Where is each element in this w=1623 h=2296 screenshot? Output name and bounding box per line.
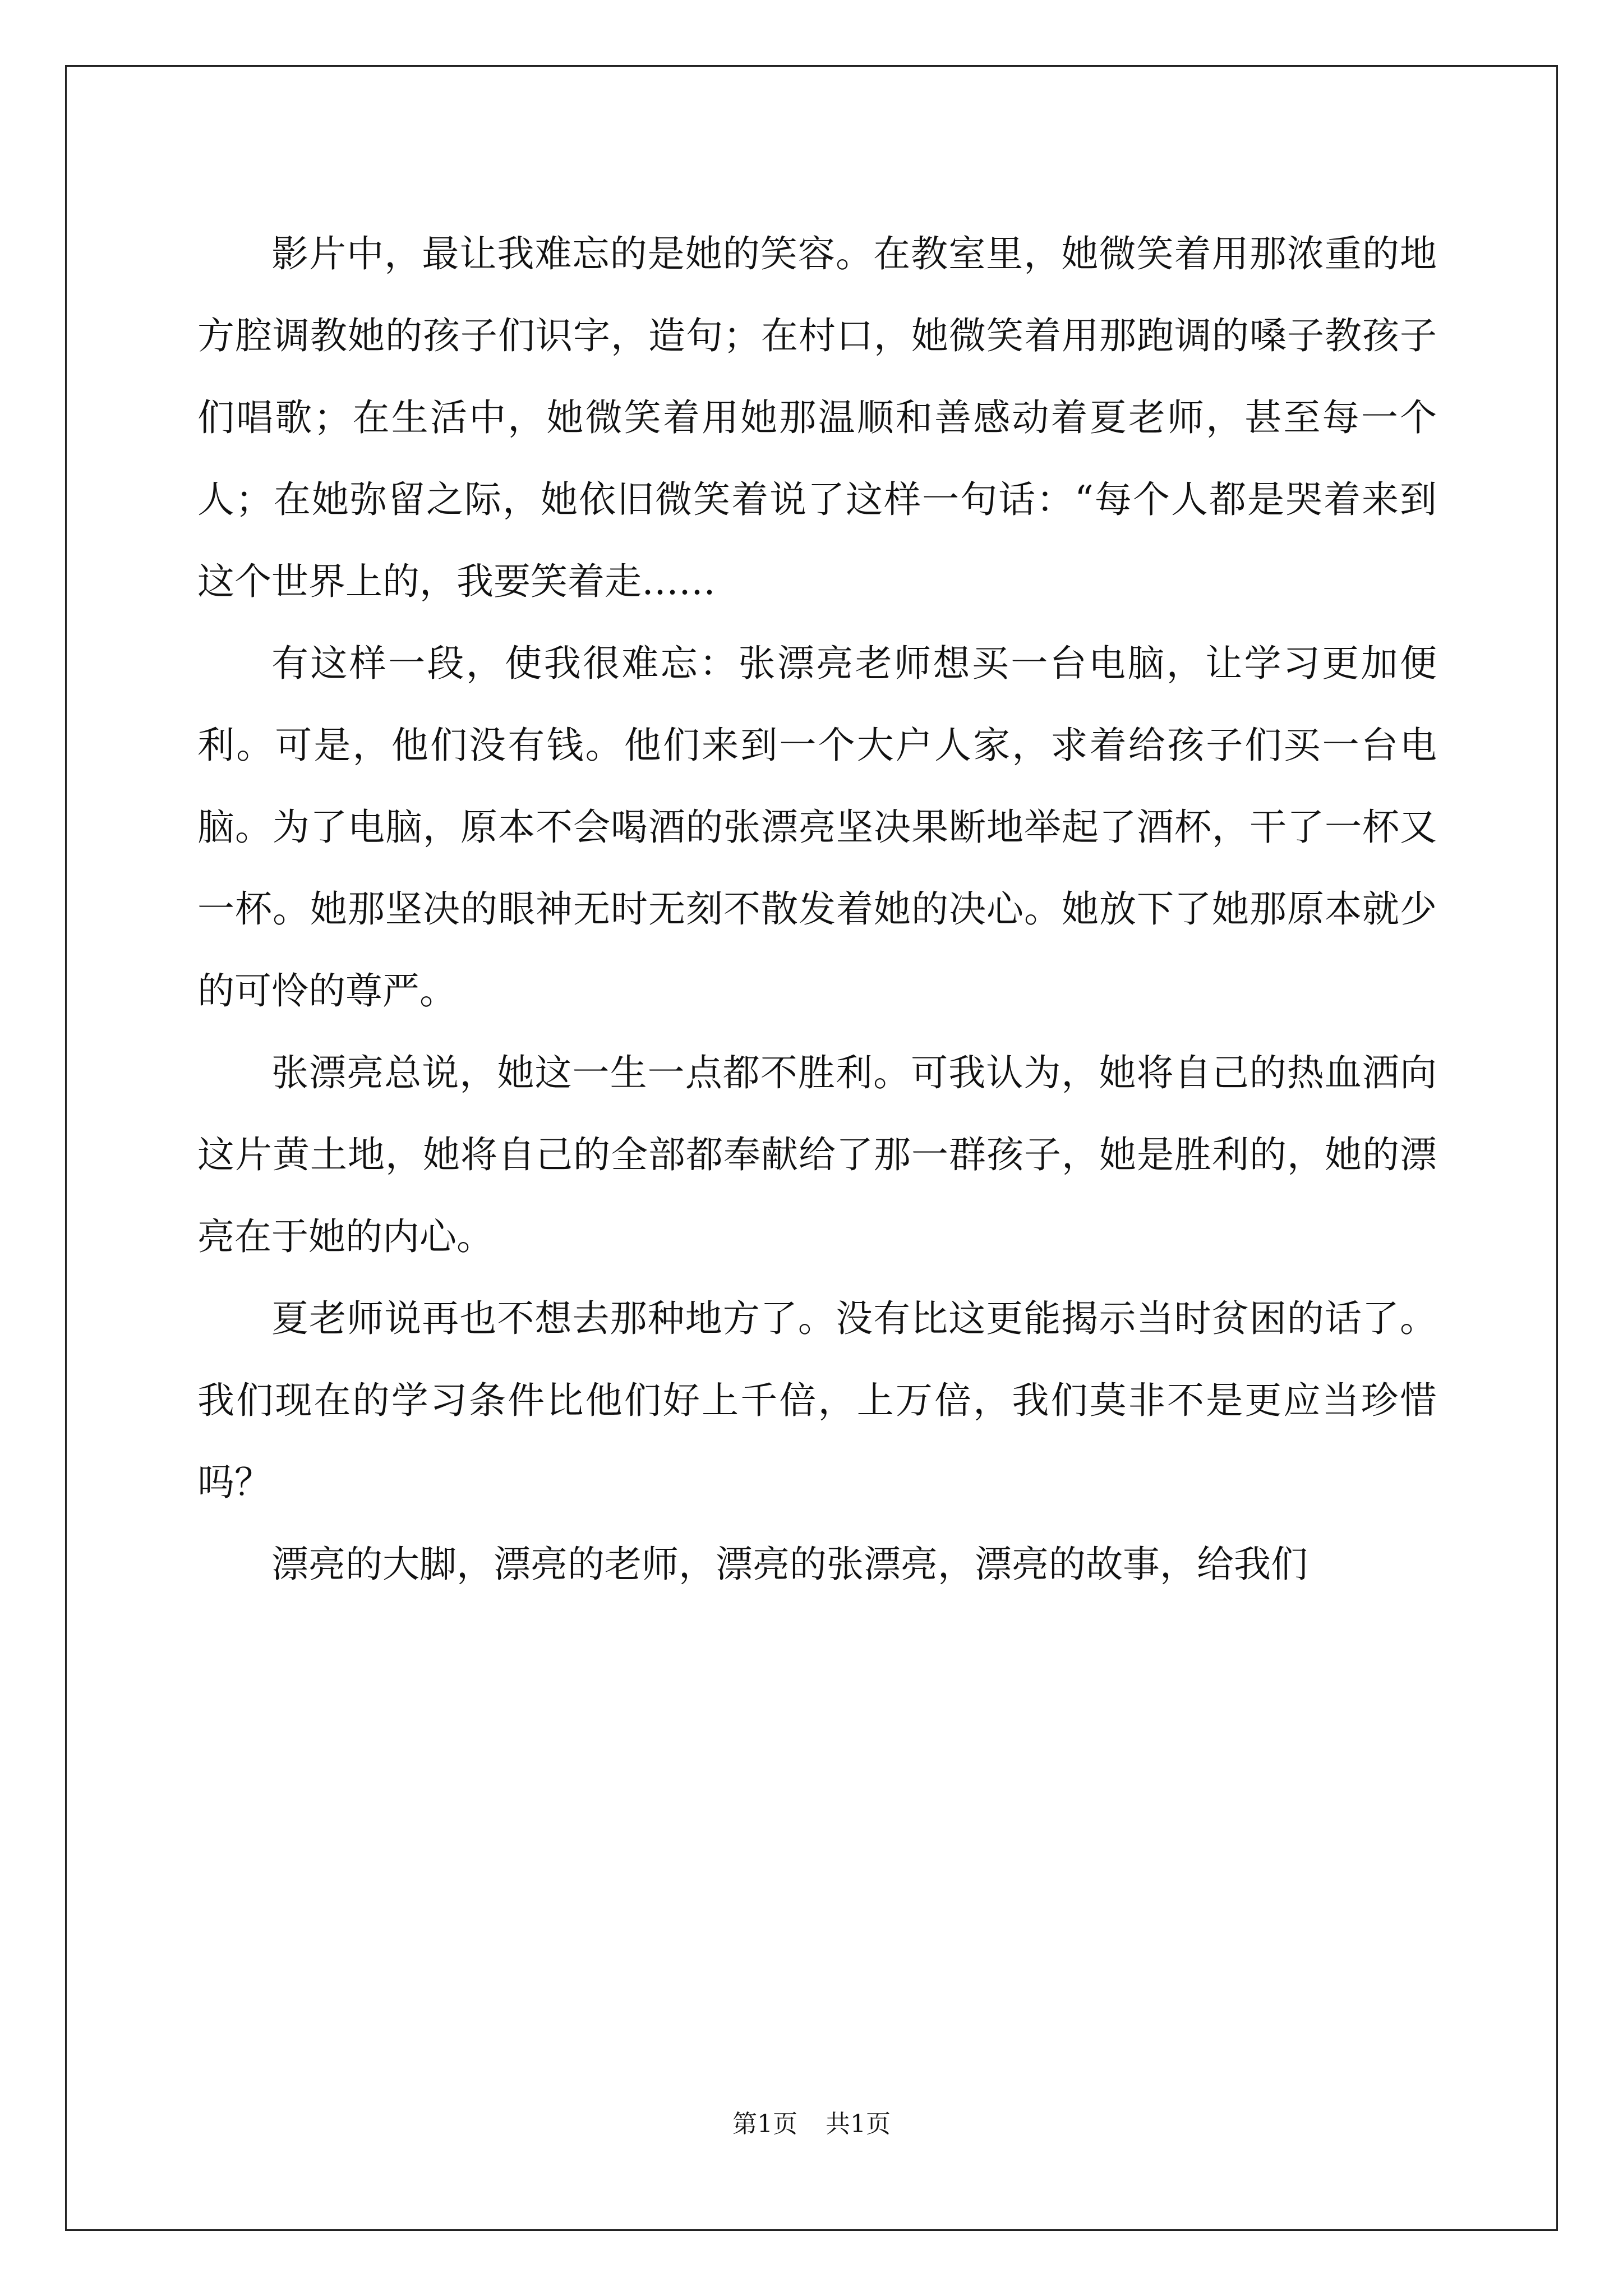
page-number-total: 共1页 <box>826 2110 891 2138</box>
paragraph-5: 漂亮的大脚，漂亮的老师，漂亮的张漂亮，漂亮的故事，给我们 <box>271 1543 1308 1586</box>
paragraph-4: 夏老师说再也不想去那种地方了。没有比这更能揭示当时贫困的话了。我们现在的学习条件比他们好上千倍，上万倍，我们莫非不是更应当珍惜吗？ <box>197 1297 1437 1504</box>
page-number-current: 第1页 <box>732 2110 797 2138</box>
document-body <box>197 213 1437 1605</box>
page-footer <box>0 2104 1623 2139</box>
paragraph-2: 有这样一段，使我很难忘：张漂亮老师想买一台电脑，让学习更加便利。可是，他们没有钱。他们来到一个大户人家，求着给孩子们买一台电脑。为了电脑，原本不会喝酒的张漂亮坚决果断地举起了酒杯，干了一杯又一杯。她那坚决的眼神无时无刻不散发着她的决心。她放下了她那原本就少的可怜的尊严。 <box>197 642 1437 1013</box>
paragraph-1: 影片中，最让我难忘的是她的笑容。在教室里，她微笑着用那浓重的地方腔调教她的孩子们识字，造句；在村口，她微笑着用那跑调的嗓子教孩子们唱歌；在生活中，她微笑着用她那温顺和善感动着夏老师，甚至每一个人；在她弥留之际，她依旧微笑着说了这样一句话：“每个人都是哭着来到这个世界上的，我要笑着走…… <box>197 232 1437 603</box>
paragraph-3: 张漂亮总说，她这一生一点都不胜利。可我认为，她将自己的热血洒向这片黄土地，她将自己的全部都奉献给了那一群孩子，她是胜利的，她的漂亮在于她的内心。 <box>197 1051 1437 1258</box>
